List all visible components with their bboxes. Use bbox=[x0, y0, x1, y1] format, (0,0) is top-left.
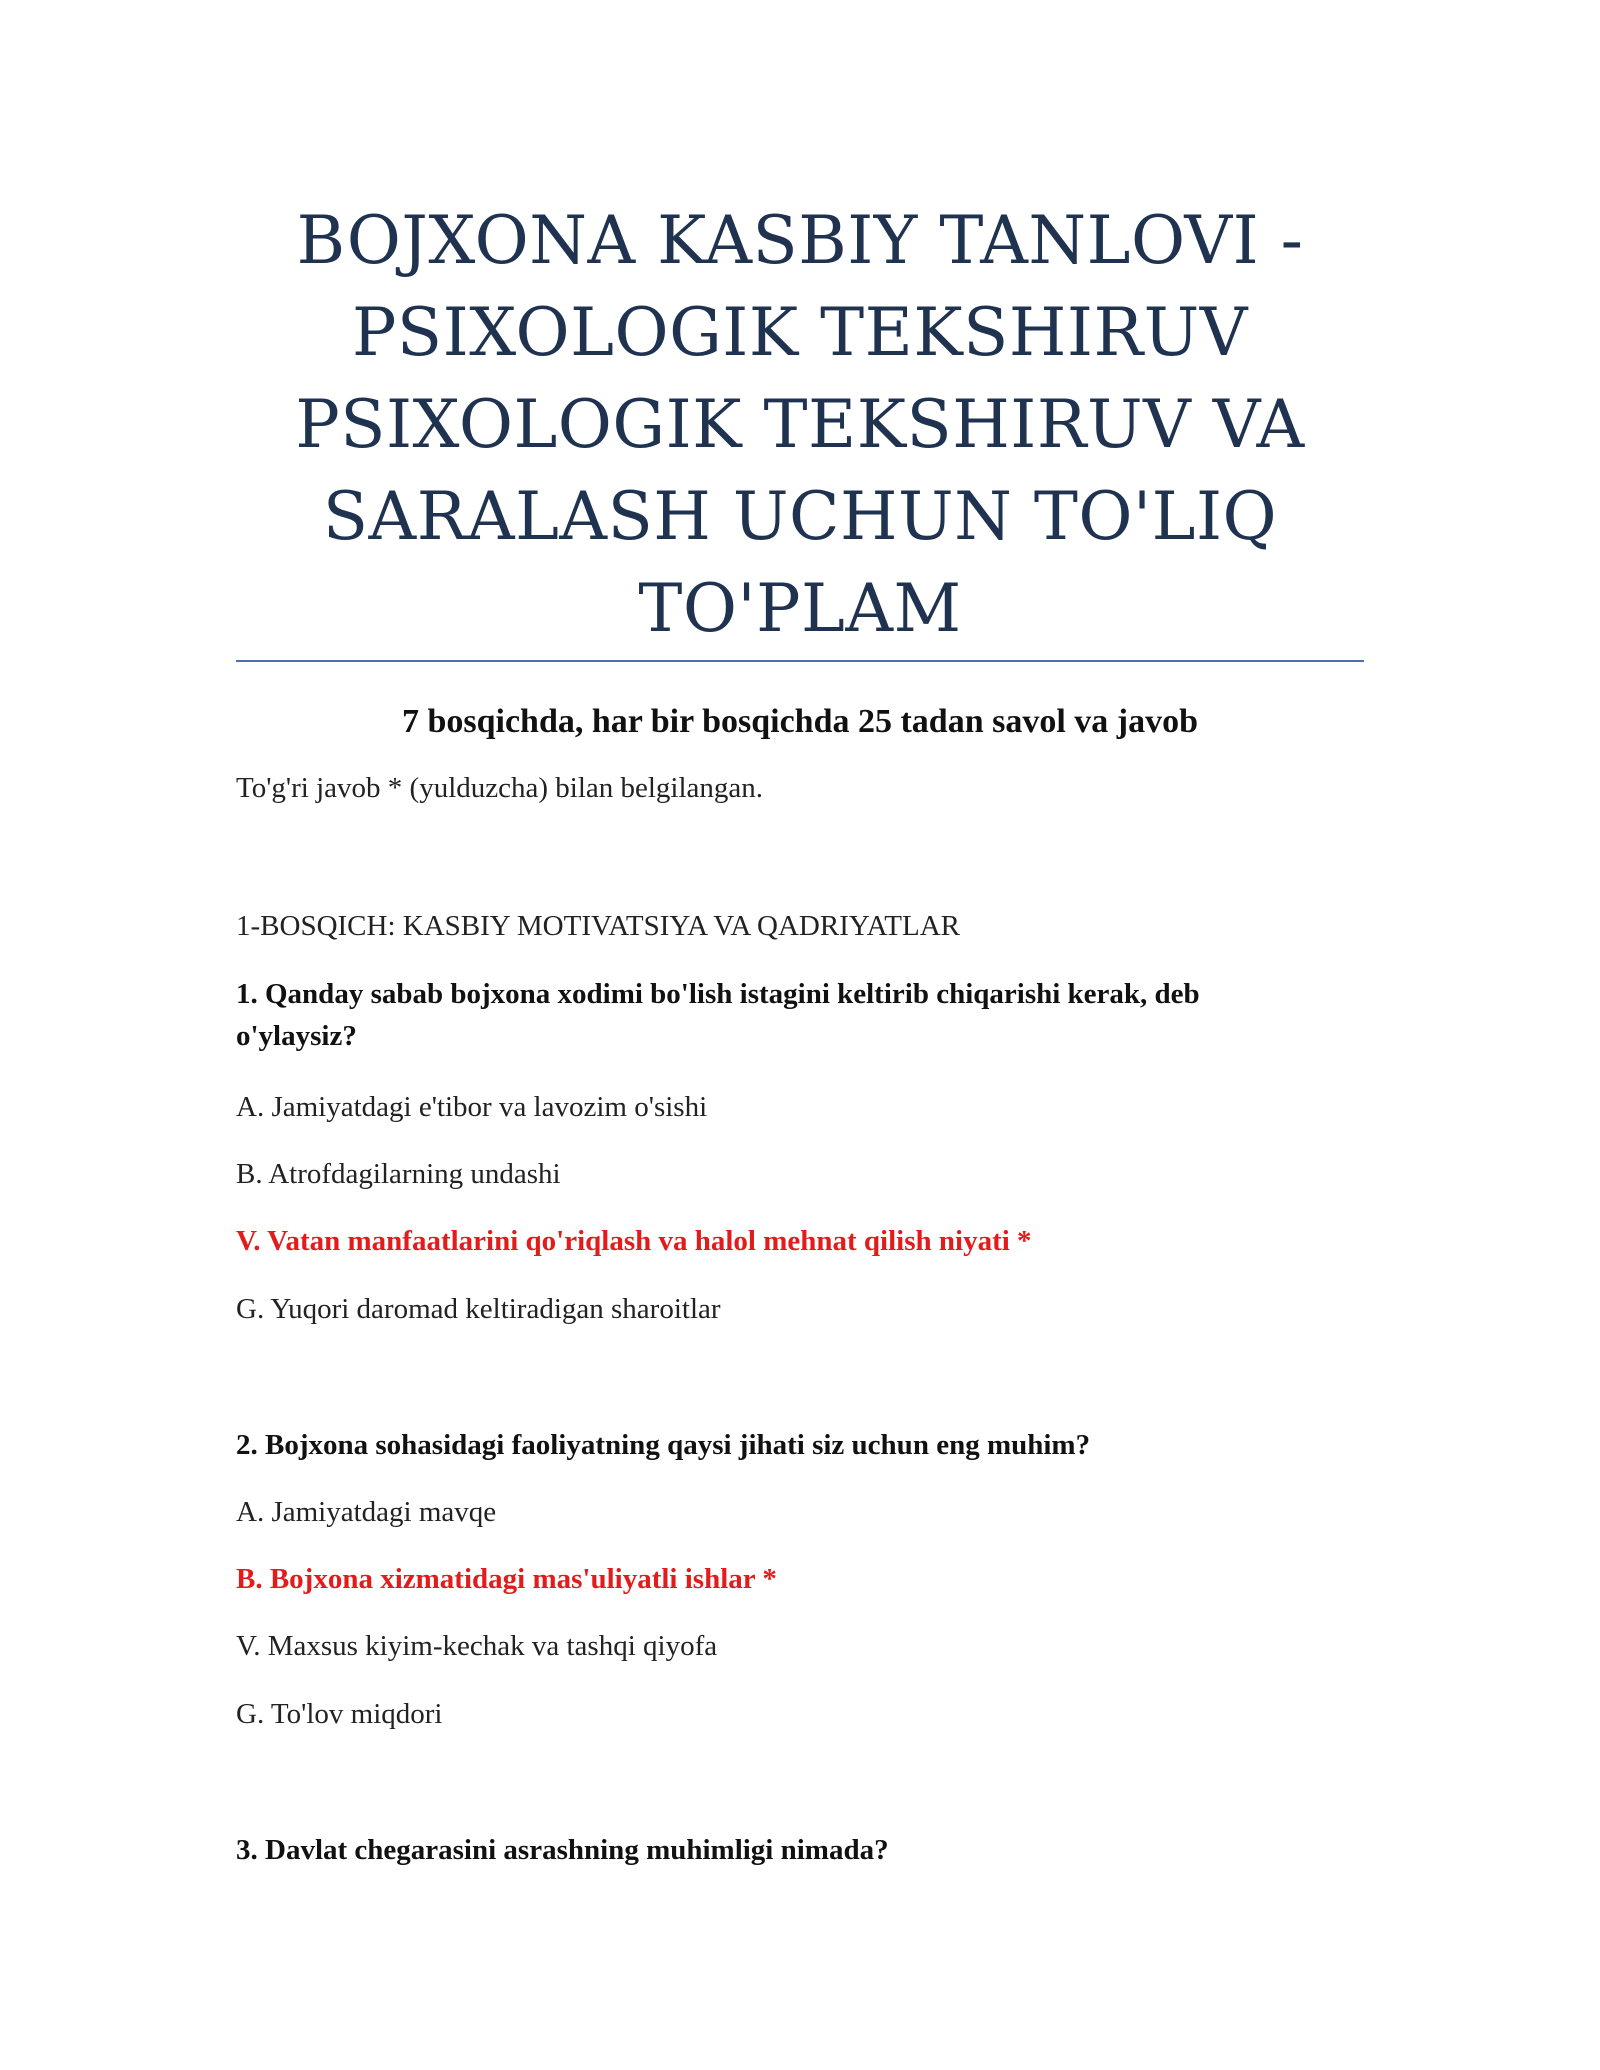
q2-option-v: V. Maxsus kiyim-kechak va tashqi qiyofa bbox=[236, 1630, 718, 1662]
title-line: PSIXOLOGIK TEKSHIRUV VA bbox=[295, 386, 1305, 463]
document-subtitle: 7 bosqichda, har bir bosqichda 25 tadan savol va javob bbox=[401, 703, 1199, 740]
title-line: BOJXONA KASBIY TANLOVI - bbox=[296, 202, 1304, 279]
q2-option-b-correct: B. Bojxona xizmatidagi mas'uliyatli ishlar * bbox=[236, 1563, 777, 1595]
q1-option-g: G. Yuqori daromad keltiradigan sharoitlar bbox=[236, 1293, 721, 1325]
question-3: 3. Davlat chegarasini asrashning muhimligi nimada? bbox=[236, 1834, 889, 1866]
q1-option-b: B. Atrofdagilarning undashi bbox=[236, 1158, 561, 1190]
document-title bbox=[236, 195, 1364, 655]
question-2: 2. Bojxona sohasidagi faoliyatning qaysi jihati siz uchun eng muhim? bbox=[236, 1429, 1091, 1461]
section-heading: 1-BOSQICH: KASBIY MOTIVATSIYA VA QADRIYATLAR bbox=[236, 910, 961, 942]
answer-key-note: To'g'ri javob * (yulduzcha) bilan belgilangan. bbox=[236, 772, 764, 804]
q1-option-a: A. Jamiyatdagi e'tibor va lavozim o'sishi bbox=[236, 1091, 708, 1123]
title-line: TO'PLAM bbox=[638, 570, 962, 647]
q2-option-g: G. To'lov miqdori bbox=[236, 1698, 443, 1730]
q1-option-v-correct: V. Vatan manfaatlarini qo'riqlash va halol mehnat qilish niyati * bbox=[236, 1225, 1032, 1257]
question-1-line: o'ylaysiz? bbox=[236, 1020, 357, 1052]
title-line: SARALASH UCHUN TO'LIQ bbox=[322, 478, 1278, 555]
question-1-line: 1. Qanday sabab bojxona xodimi bo'lish istagini keltirib chiqarishi kerak, deb bbox=[236, 978, 1200, 1010]
title-divider bbox=[236, 660, 1364, 662]
title-line: PSIXOLOGIK TEKSHIRUV bbox=[352, 294, 1248, 371]
question-1 bbox=[236, 973, 1364, 1057]
q2-option-a: A. Jamiyatdagi mavqe bbox=[236, 1496, 497, 1528]
